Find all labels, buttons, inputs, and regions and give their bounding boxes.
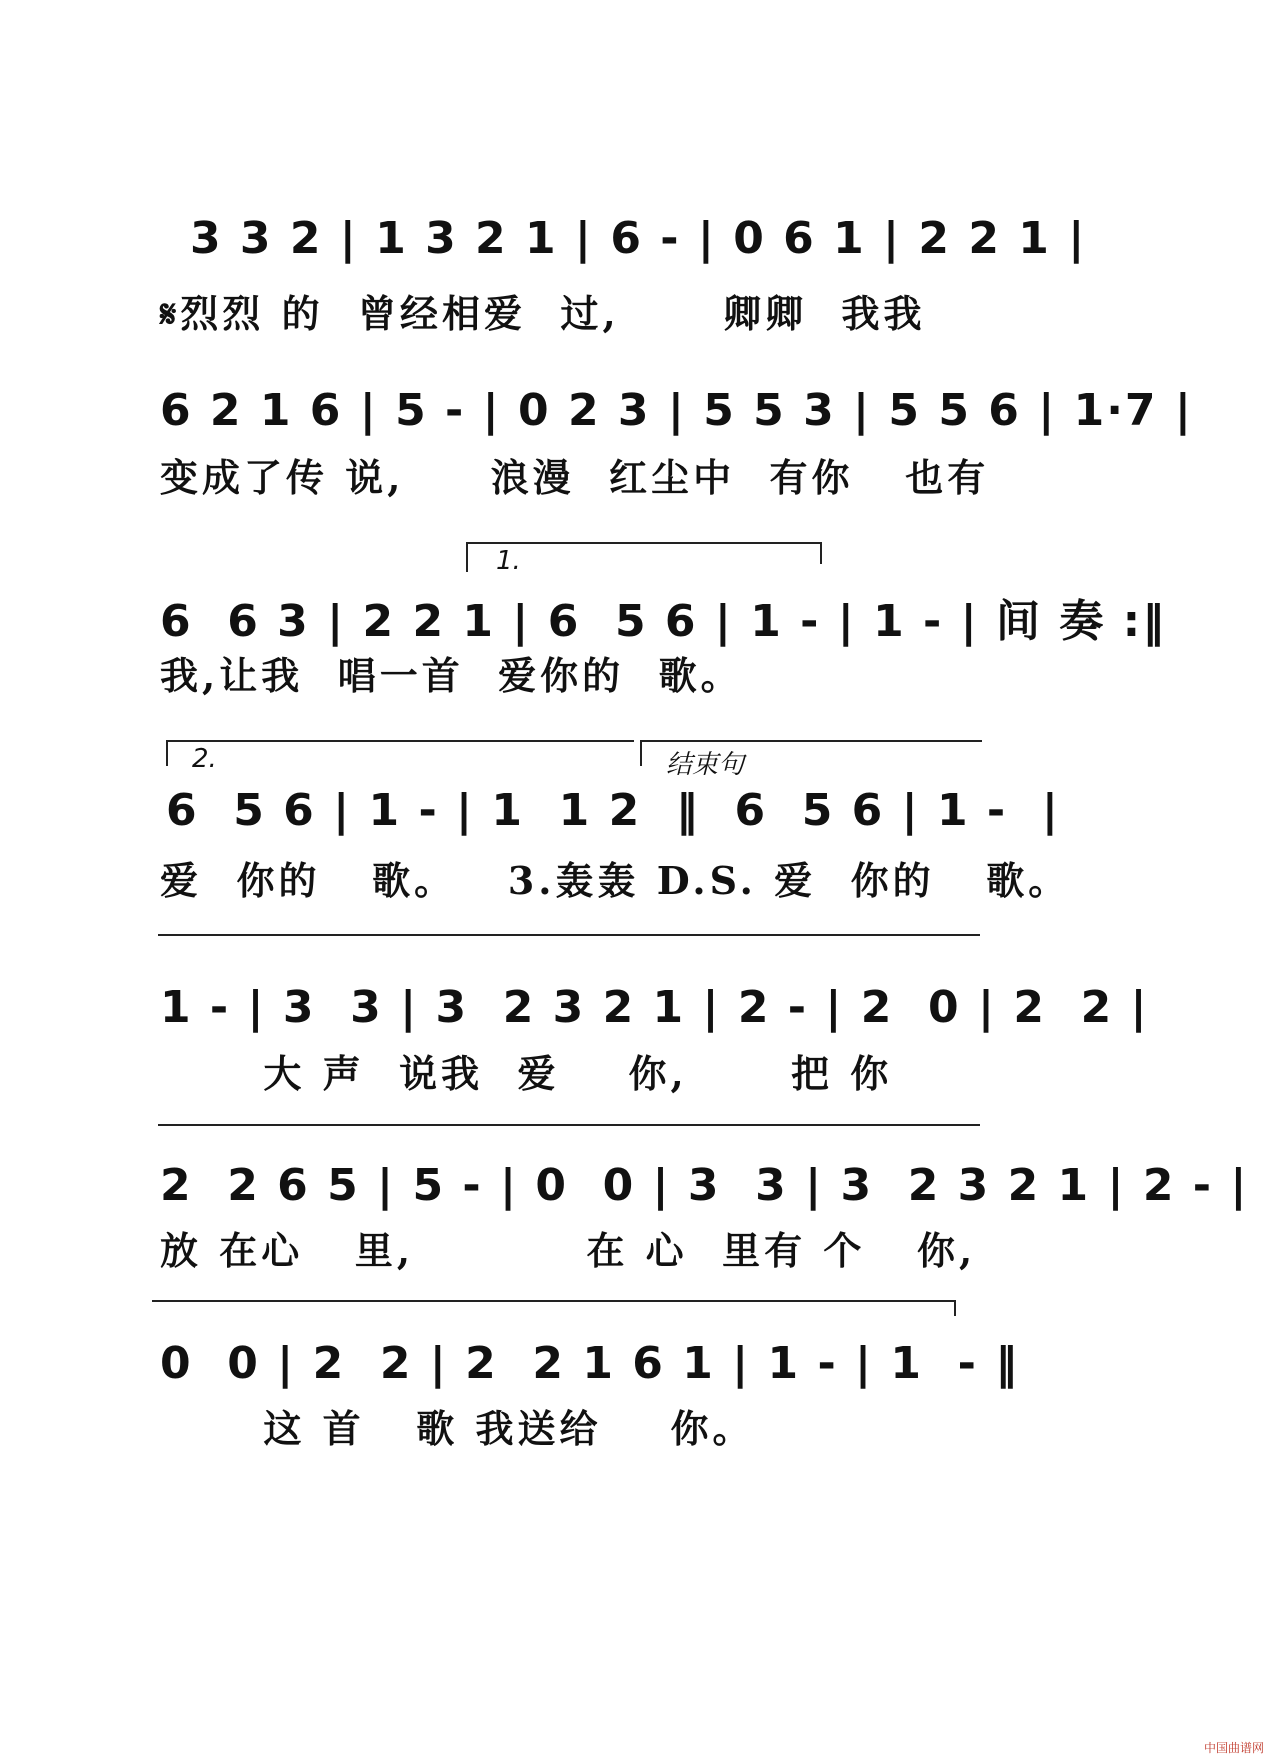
notation-row-1: 3 3 2 | 1 3 2 1 | 6 - | 0 6 1 | 2 2 1 | (190, 213, 1087, 264)
notation-row-7: 0 0 | 2 2 | 2 2 1 6 1 | 1 - | 1 - ‖ (160, 1338, 1020, 1389)
ending-1-right-tick (820, 542, 822, 564)
notation-row-2: 6 2 1 6 | 5 - | 0 2 3 | 5 5 3 | 5 5 6 | 1·7 | (160, 385, 1193, 436)
lyrics-row-5: 大 声 说我 爱 你, 把 你 (160, 1051, 893, 1096)
ending-2-label: 2. (192, 744, 217, 774)
ending-1-bracket (466, 542, 822, 544)
notation-row-3: 6 6 3 | 2 2 1 | 6 5 6 | 1 - | 1 - | 间 奏 :‖ (160, 596, 1167, 647)
lyrics-row-3: 我,让我 唱一首 爱你的 歌。 (160, 653, 743, 698)
ending-1-left-tick (466, 542, 468, 572)
section-divider-3 (152, 1300, 956, 1302)
lyrics-row-1: 𝄋烈烈 的 曾经相爱 过, 卿卿 我我 (160, 291, 926, 336)
coda-label: 结束句 (666, 750, 745, 780)
watermark-footer: 中国曲谱网 (1203, 1741, 1264, 1755)
coda-bracket (640, 740, 982, 742)
section-divider-2 (158, 1124, 980, 1126)
lyrics-row-6: 放 在心 里, 在 心 里有 个 你, (160, 1228, 977, 1273)
lyrics-row-4: 爱 你的 歌。 3.轰轰 D.S. 爱 你的 歌。 (160, 858, 1071, 903)
notation-row-5: 1 - | 3 3 | 3 2 3 2 1 | 2 - | 2 0 | 2 2 | (160, 982, 1149, 1033)
ending-2-left-tick (166, 740, 168, 766)
section-divider-3-tick (954, 1300, 956, 1316)
ending-1-label: 1. (496, 546, 521, 576)
notation-row-4: 6 5 6 | 1 - | 1 1 2 ‖ 6 5 6 | 1 - | (166, 785, 1060, 836)
lyrics-row-2: 变成了传 说, 浪漫 红尘中 有你 也有 (160, 455, 990, 500)
ending-2-bracket (166, 740, 634, 742)
notation-row-6: 2 2 6 5 | 5 - | 0 0 | 3 3 | 3 2 3 2 1 | 2 - | (160, 1160, 1249, 1211)
section-divider-1 (158, 934, 980, 936)
lyrics-row-7: 这 首 歌 我送给 你。 (160, 1406, 755, 1451)
coda-left-tick (640, 740, 642, 766)
